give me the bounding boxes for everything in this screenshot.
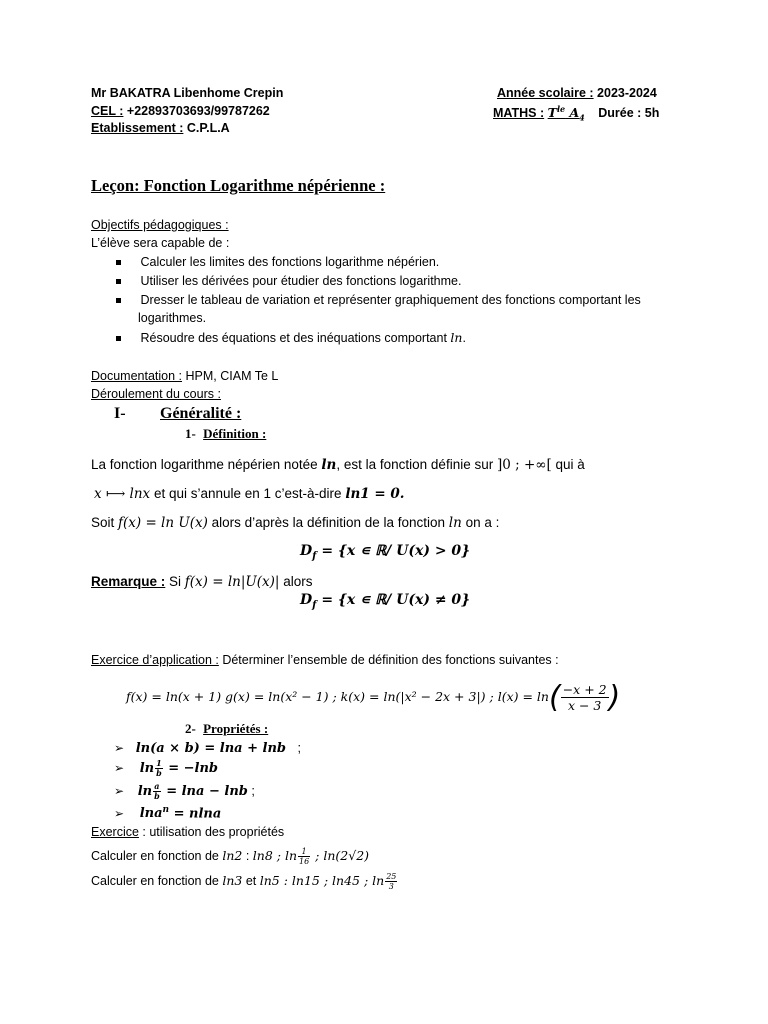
property-formula: ln(a × b) = lna + lnb [135,741,287,756]
fraction-numerator: 1 [298,847,310,857]
remarque-label: Remarque : [91,574,166,589]
subsection-number: 2- [185,721,196,736]
arrow-bullet-icon: ➢ [114,806,125,821]
paren-open: ( [548,680,561,715]
fraction-denominator: b [156,768,162,778]
property-formula: = −lnb [163,760,218,776]
fraction-denominator: 3 [388,882,394,891]
fraction-denominator: x − 3 [567,698,602,713]
fraction [561,682,609,713]
text: Calculer en fonction de [91,848,223,863]
fraction [155,759,163,778]
subsection-title: Définition : [203,426,267,441]
math: x ⟼ lnx [94,486,151,502]
bullet-icon [116,260,121,265]
text: Si [165,574,185,589]
school-year-line [497,86,657,100]
text: La fonction logarithme népérien notée [91,457,322,472]
objective-text: Calculer les limites des fonctions logarithme népérien. [140,255,440,269]
objective-item [116,274,461,288]
property-item [114,740,301,756]
property-item [114,782,255,801]
cel-value: +22893703693/99787262 [123,104,270,118]
arrow-bullet-icon: ➢ [114,760,125,775]
subsection-number: 1- [185,426,196,441]
calc-line-1 [91,847,369,866]
math: ln [448,515,462,531]
documentation-label: Documentation : [91,369,183,383]
math: = {x ∊ ℝ/ U(x) ≠ 0} [316,592,471,608]
text: ; [247,783,255,798]
objective-math: ln [450,330,463,345]
documentation-line [91,369,278,383]
year-label: Année scolaire : [497,86,594,100]
property-formula: lna [139,806,163,822]
property-formula: = lna − lnb [161,783,248,799]
exercise-functions [126,680,620,715]
subsection-title: Propriétés : [203,721,269,736]
text: et qui s’annule en 1 c’est-à-dire [150,486,346,501]
text: Calculer en fonction de [91,873,223,888]
exercise-line [91,825,284,839]
property-formula: ln [137,783,153,799]
subsection-definition [185,426,266,442]
text: alors [279,574,313,589]
text: : utilisation des propriétés [138,825,285,839]
math: f [312,599,317,611]
math: ln1 = 0. [345,486,405,502]
exercise-application-line [91,653,559,667]
fraction [385,872,397,891]
calc-line-2 [91,872,398,891]
teacher-name: Mr BAKATRA Libenhome Crepin [91,86,284,100]
text: ; [294,741,301,755]
paren-close: ) [608,680,621,715]
class-T: T [547,105,557,121]
math: ln3 [222,872,243,888]
objective-end: . [462,331,466,345]
math: f [312,550,317,562]
section-number: I- [114,405,126,422]
text: Soit [91,515,119,530]
fraction-numerator: 1 [156,758,162,768]
year-value: 2023-2024 [593,86,657,100]
exponent: n [162,805,170,815]
arrow-bullet-icon: ➢ [114,783,125,798]
domain-formula-2 [300,592,470,611]
math: ; ln(2√2) [311,847,370,863]
cel-label: CEL : [91,104,124,118]
fraction-numerator: a [154,781,160,791]
math: D [300,592,313,608]
math: ln2 [222,847,243,863]
objectives-heading: Objectifs pédagogiques : [91,218,229,232]
bullet-icon [116,279,121,284]
math: f(x) = ln|U(x)| [184,574,280,590]
class-4: 4 [579,112,585,123]
remarque-line [91,574,312,590]
etablissement-line [91,121,230,135]
property-item [114,805,221,821]
math: f(x) = ln U(x) [118,515,208,531]
fraction-numerator: −x + 2 [562,682,607,697]
bullet-icon [116,298,121,303]
maths-label: MATHS : [493,106,545,121]
text: et [242,873,260,888]
math: D [300,543,313,559]
text: alors d’après la définition de la fonction [207,515,449,530]
text: on a : [461,515,500,530]
math: = {x ∊ ℝ/ U(x) > 0} [316,543,471,559]
fraction-denominator: 16 [299,857,310,866]
text: , est la fonction définie sur [336,457,497,472]
math: : ln15 ; ln45 ; ln [279,872,385,888]
class-A: A [569,105,580,121]
text: Déterminer l’ensemble de définition des fonctions suivantes : [218,653,559,667]
duration: Durée : 5h [598,106,660,121]
interval: ]0 ; +∞[ [496,457,552,473]
objective-text: Résoudre des équations et des inéquations comportant [140,331,451,345]
domain-formula-1 [300,543,470,562]
fraction [298,847,310,866]
soit-line [91,515,499,531]
section-title: Généralité : [160,405,242,422]
objective-text: Utiliser les dérivées pour étudier des fonctions logarithme. [140,274,462,288]
property-formula: ln [139,760,155,776]
class-name [547,104,585,123]
fraction-denominator: b [154,791,160,801]
deroulement-heading: Déroulement du cours : [91,387,221,401]
property-formula: = nlna [169,806,222,822]
math: ln5 [259,872,280,888]
exercise-label: Exercice [91,825,139,839]
objective-text: Dresser le tableau de variation et représenter graphiquement des fonctions comportant les [140,293,641,307]
bullet-icon [116,336,121,341]
text: : [242,848,253,863]
class-line [493,104,659,123]
etab-value: C.P.L.A [183,121,230,135]
exercise-label: Exercice d’application : [91,653,219,667]
etab-label: Etablissement : [91,121,184,135]
objective-text-continued: logarithmes. [138,311,207,325]
cel-line [91,104,270,118]
subsection-properties [185,721,268,737]
lesson-title: Leçon: Fonction Logarithme népérienne : [91,176,386,195]
fraction-numerator: 25 [386,872,397,881]
definition-line-1 [91,457,585,473]
math: ln [321,457,337,473]
class-le: le [556,104,566,114]
fraction [153,782,161,801]
objective-item [116,293,641,307]
arrow-bullet-icon: ➢ [114,741,125,755]
math: ln8 ; ln [252,847,297,863]
property-item [114,759,218,778]
objective-item [116,255,439,269]
objective-item [116,330,466,345]
definition-line-2 [94,486,404,502]
text: qui à [551,457,585,472]
documentation-value: HPM, CIAM Te L [182,369,279,383]
math: f(x) = ln(x + 1) g(x) = ln(x² − 1) ; k(x) = ln(|x² − 2x + 3|) ; l(x) = ln [126,689,549,704]
objectives-intro: L’élève sera capable de : [91,236,230,250]
